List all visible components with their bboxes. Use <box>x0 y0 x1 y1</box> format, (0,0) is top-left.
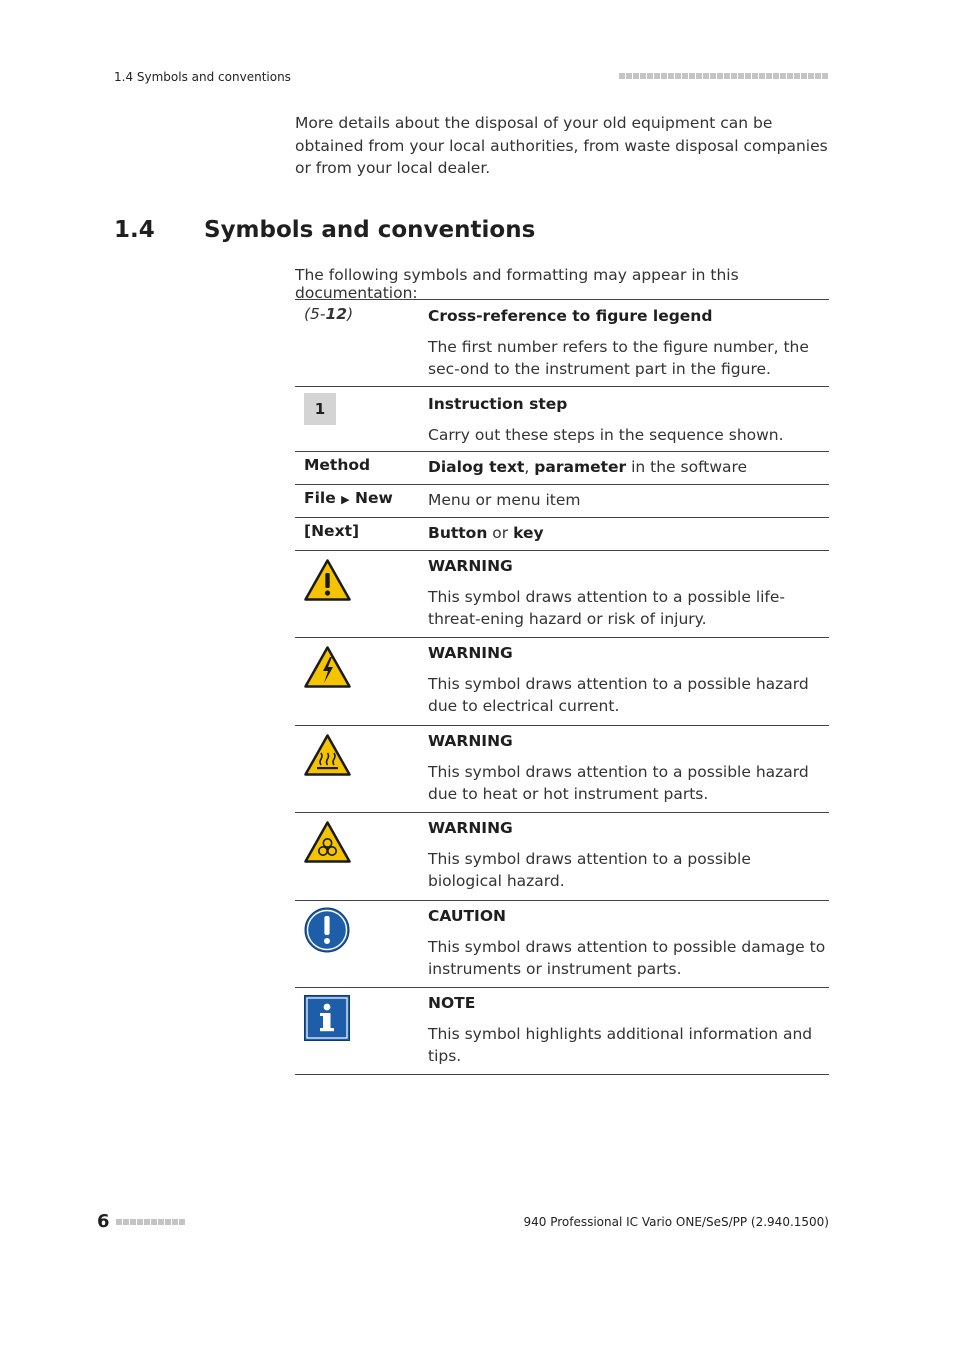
header-decorative-dots <box>619 73 828 79</box>
info-icon <box>304 995 350 1041</box>
page-number-block <box>97 1211 185 1232</box>
button-symbol: [Next] <box>304 522 360 540</box>
running-header-section: 1.4 Symbols and conventions <box>114 70 291 84</box>
parameter-label: parameter <box>534 458 627 476</box>
crossref-title: Cross-reference to figure legend <box>428 307 713 325</box>
intro-paragraph: More details about the disposal of your old equipment can be obtained from your local authorities, from waste disposal companies or from your local dealer. <box>295 114 828 177</box>
symbols-table <box>295 299 829 1075</box>
menu-symbol: File ▶ New <box>304 489 393 507</box>
footer-doc-title: 940 Professional IC Vario ONE/SeS/PP (2.940.1500) <box>523 1215 829 1229</box>
caution-exclamation-icon <box>304 907 350 953</box>
row-warning-general: WARNING This symbol draws attention to a possible life-threat-ening hazard or risk of injury. <box>295 551 829 638</box>
row-caution: CAUTION This symbol draws attention to possible damage to instruments or instrument parts. <box>295 901 829 988</box>
footer-decorative-dots <box>116 1219 185 1225</box>
hot-surface-icon <box>304 734 351 776</box>
menu-desc: Menu or menu item <box>428 491 581 509</box>
biohazard-icon <box>304 821 351 863</box>
row-instruction-step <box>295 387 829 452</box>
warning-exclamation-icon <box>304 559 351 601</box>
row-button: [Next] Button or key <box>295 518 829 551</box>
row-note: NOTE This symbol highlights additional information and tips. <box>295 988 829 1075</box>
menu-arrow-icon: ▶ <box>341 493 350 506</box>
row-cross-reference <box>295 300 829 387</box>
page-number: 6 <box>97 1211 110 1232</box>
crossref-symbol: (5-12) <box>304 305 354 323</box>
section-number: 1.4 <box>114 217 155 243</box>
row-warning-electric: WARNING This symbol draws attention to a possible hazard due to electrical current. <box>295 638 829 726</box>
crossref-desc: The first number refers to the figure number, the sec-ond to the instrument part in the figure. <box>428 337 809 378</box>
row-menu <box>295 485 829 518</box>
step-number-box: 1 <box>304 393 336 425</box>
crossref-number: 12 <box>325 305 348 323</box>
step-title: Instruction step <box>428 395 568 413</box>
section-lead: The following symbols and formatting may appear in this documentation: <box>295 266 739 302</box>
row-warning-bio: WARNING This symbol draws attention to a possible biological hazard. <box>295 813 829 901</box>
row-method: Method Dialog text, parameter in the software <box>295 452 829 485</box>
method-symbol: Method <box>304 456 371 474</box>
electrical-hazard-icon <box>304 646 351 688</box>
row-warning-heat: WARNING This symbol draws attention to a possible hazard due to heat or hot instrument parts. <box>295 726 829 813</box>
step-desc: Carry out these steps in the sequence shown. <box>428 425 784 444</box>
section-title: Symbols and conventions <box>204 217 536 243</box>
dialog-text-label: Dialog text <box>428 458 525 476</box>
